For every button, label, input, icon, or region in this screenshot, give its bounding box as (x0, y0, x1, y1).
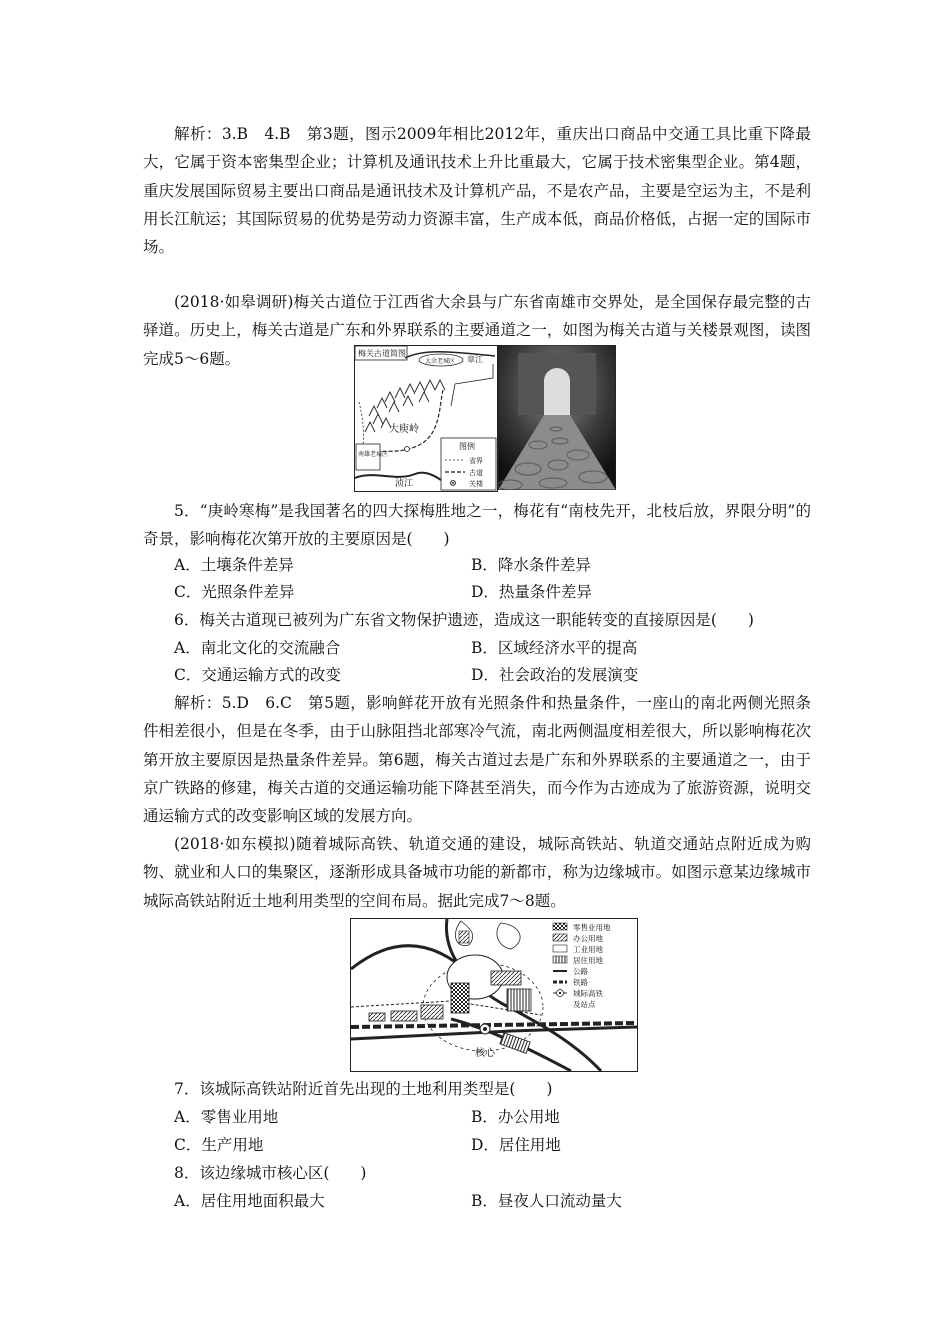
q8-option-b: B．昼夜人口流动量大 (471, 1192, 622, 1210)
map2-legend-rail: 铁路 (573, 978, 588, 987)
question-5-stem: 5．“庚岭寒梅”是我国著名的四大探梅胜地之一，梅花有“南枝先开，北枝后放，界限分明”的奇景，影响梅花次第开放的主要原因是( ) (143, 502, 811, 549)
q5-option-d: D．热量条件差异 (471, 583, 592, 601)
q6-option-d: D．社会政治的发展演变 (471, 666, 639, 684)
q5-option-a: A．土壤条件差异 (174, 556, 294, 574)
map1-river-top: 章江 (467, 355, 483, 364)
q7-option-c: C．生产用地 (174, 1136, 264, 1154)
map1-legend-road: 古道 (469, 469, 483, 477)
question-8-stem: 8．该边缘城市核心区( ) (174, 1164, 367, 1182)
map1-mountain: 大庾岭 (389, 424, 419, 435)
map2-legend-road: 公路 (573, 967, 588, 976)
map2-legend-industry: 工业用地 (573, 945, 603, 954)
question-7-stem: 7．该城际高铁站附近首先出现的土地利用类型是( ) (174, 1080, 553, 1098)
analysis-5-6: 解析：5.D 6.C 第5题，影响鲜花开放有光照条件和热量条件，一座山的南北两侧光照条件相差很小，但是在冬季，由于山脉阻挡北部寒冷气流，南北两侧温度相差很大，所以影响梅花次第开放主要原因是热量条件差异。第6题，梅关古道过去是广东和外界联系的主要通道之一，由于京广铁路的修建，梅关古道的交通运输功能下降甚至消失，而今作为古迹成为了旅游资源，说明交通运输方式的改变影响区域的发展方向。 (143, 694, 811, 826)
intro-5-6: (2018·如皋调研)梅关古道位于江西省大余县与广东省南雄市交界处，是全国保存最完整的古驿道。历史上，梅关古道是广东和外界联系的主要通道之一，如图为梅关古道与关楼景观图，读图完成5～6题。 (143, 293, 811, 368)
map2-legend-office: 办公用地 (573, 934, 603, 943)
intro-7-8: (2018·如东模拟)随着城际高铁、轨道交通的建设，城际高铁站、轨道交通站点附近成为购物、就业和人口的集聚区，逐渐形成具备城市功能的新都市，称为边缘城市。如图示意某边缘城市城际高铁站附近土地利用类型的空间布局。据此完成7～8题。 (143, 835, 811, 910)
map1-legend-gate: 关楼 (469, 480, 483, 488)
q6-option-b: B．区域经济水平的提高 (471, 639, 638, 657)
meiguan-map (354, 345, 498, 492)
map2-legend-station-2: 及站点 (573, 1000, 596, 1009)
land-use-map (350, 918, 638, 1072)
meiguan-gate-photo (498, 345, 616, 490)
gate-marker (405, 447, 410, 452)
map2-legend-residential: 居住用地 (573, 956, 603, 965)
q7-option-a: A．零售业用地 (174, 1108, 279, 1126)
map1-place-nanxiong: 南雄老城区 (358, 451, 389, 458)
question-6-stem: 6．梅关古道现已被列为广东省文物保护遗迹，造成这一职能转变的直接原因是( ) (174, 611, 754, 629)
map1-title: 梅关古道简图 (358, 349, 406, 358)
map1-legend-province: 省界 (469, 457, 483, 465)
q7-option-b: B．办公用地 (471, 1108, 560, 1126)
map2-legend-station-1: 城际高铁 (573, 989, 603, 998)
analysis-3-4: 解析：3.B 4.B 第3题，图示2009年相比2012年，重庆出口商品中交通工具比重下降最大，它属于资本密集型企业；计算机及通讯技术上升比重最大，它属于技术密集型企业。第4题，重庆发展国际贸易主要出口商品是通讯技术及计算机产品，不是农产品，主要是空运为主，不是利用长江航运；其国际贸易的优势是劳动力资源丰富，生产成本低，商品价格低，占据一定的国际市场。 (143, 125, 811, 257)
map2-legend-retail: 零售业用地 (573, 923, 611, 932)
q5-option-c: C．光照条件差异 (174, 583, 295, 601)
map1-legend-title: 图例 (459, 442, 475, 451)
map1-place-dayu: 大余老城区 (425, 358, 456, 365)
q8-option-a: A．居住用地面积最大 (174, 1192, 325, 1210)
q6-option-c: C．交通运输方式的改变 (174, 666, 341, 684)
q7-option-d: D．居住用地 (471, 1136, 561, 1154)
map1-river-bottom: 浈江 (395, 479, 414, 489)
q6-option-a: A．南北文化的交流融合 (174, 639, 341, 657)
map2-core-label: 核心 (475, 1048, 495, 1059)
q5-option-b: B．降水条件差异 (471, 556, 591, 574)
